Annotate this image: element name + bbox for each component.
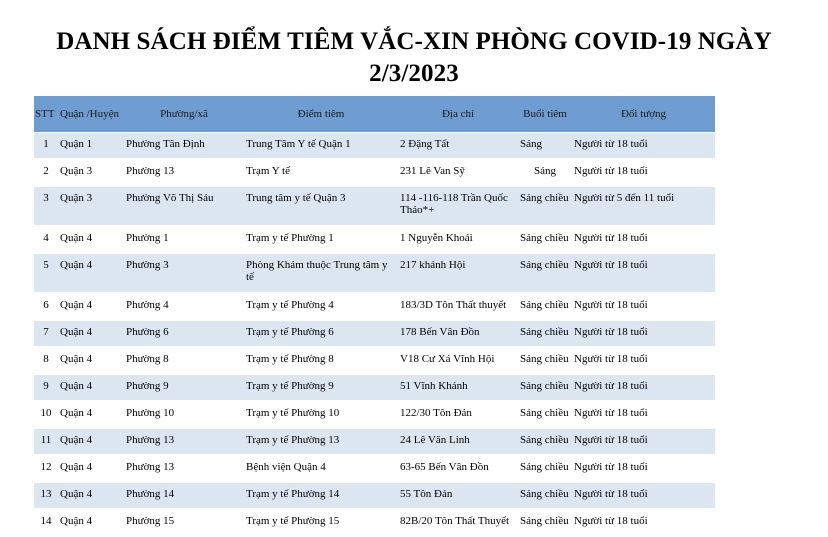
cell-ward: Phường 13: [124, 160, 244, 187]
cell-session: Sáng chiều: [518, 402, 572, 429]
cell-session: Sáng: [518, 133, 572, 160]
table-row: [34, 456, 715, 483]
cell-target: Người từ 18 tuổi: [572, 483, 715, 510]
column-header-ward: Phường/xã: [124, 96, 244, 133]
cell-address: 183/3D Tôn Thất thuyết: [398, 294, 518, 321]
cell-site: Trạm y tế Phường 10: [244, 402, 398, 429]
table-row: [34, 160, 715, 187]
cell-district: Quận 3: [58, 160, 124, 187]
cell-district: Quận 4: [58, 510, 124, 537]
cell-ward: Phường Tân Định: [124, 133, 244, 160]
cell-district: Quận 4: [58, 348, 124, 375]
cell-target: Người từ 18 tuổi: [572, 227, 715, 254]
cell-ward: Phường 3: [124, 254, 244, 294]
page-title: [0, 26, 828, 90]
cell-session: Sáng chiều: [518, 254, 572, 294]
cell-ward: Phường 14: [124, 483, 244, 510]
cell-target: Người từ 18 tuổi: [572, 348, 715, 375]
cell-ward: Phường 4: [124, 294, 244, 321]
cell-target: Người từ 5 đến 11 tuổi: [572, 187, 715, 227]
cell-address: 2 Đặng Tất: [398, 133, 518, 160]
cell-ward: Phường Võ Thị Sáu: [124, 187, 244, 227]
cell-session: Sáng chiều: [518, 483, 572, 510]
cell-site: Trạm y tế Phường 4: [244, 294, 398, 321]
cell-address: 178 Bến Vân Đồn: [398, 321, 518, 348]
cell-district: Quận 4: [58, 456, 124, 483]
cell-stt: 7: [34, 321, 58, 348]
cell-target: Người từ 18 tuổi: [572, 321, 715, 348]
cell-session: Sáng chiều: [518, 429, 572, 456]
title-line-1: DANH SÁCH ĐIỂM TIÊM VẮC-XIN PHÒNG COVID-19 NGÀY: [56, 28, 772, 55]
cell-ward: Phường 8: [124, 348, 244, 375]
cell-ward: Phường 9: [124, 375, 244, 402]
table-row: [34, 375, 715, 402]
cell-target: Người từ 18 tuổi: [572, 402, 715, 429]
cell-stt: 4: [34, 227, 58, 254]
cell-session: Sáng chiều: [518, 375, 572, 402]
cell-address: 24 Lê Văn Linh: [398, 429, 518, 456]
cell-target: Người từ 18 tuổi: [572, 133, 715, 160]
cell-site: Bệnh viện Quận 4: [244, 456, 398, 483]
cell-ward: Phường 10: [124, 402, 244, 429]
table-row: [34, 294, 715, 321]
column-header-address: Địa chỉ: [398, 96, 518, 133]
cell-session: Sáng chiều: [518, 456, 572, 483]
cell-site: Trạm y tế Phường 9: [244, 375, 398, 402]
table-row: [34, 348, 715, 375]
cell-district: Quận 4: [58, 402, 124, 429]
cell-stt: 8: [34, 348, 58, 375]
cell-target: Người từ 18 tuổi: [572, 510, 715, 537]
cell-stt: 6: [34, 294, 58, 321]
table-row: [34, 227, 715, 254]
cell-target: Người từ 18 tuổi: [572, 429, 715, 456]
cell-site: Trạm y tế Phường 8: [244, 348, 398, 375]
cell-ward: Phường 6: [124, 321, 244, 348]
cell-session: Sáng chiều: [518, 348, 572, 375]
cell-ward: Phường 13: [124, 456, 244, 483]
cell-address: 82B/20 Tôn Thất Thuyết: [398, 510, 518, 537]
cell-site: Trạm y tế Phường 15: [244, 510, 398, 537]
cell-site: Phòng Khám thuộc Trung tâm y tế: [244, 254, 398, 294]
cell-ward: Phường 1: [124, 227, 244, 254]
cell-session: Sáng chiều: [518, 227, 572, 254]
column-header-target: Đối tượng: [572, 96, 715, 133]
cell-stt: 9: [34, 375, 58, 402]
cell-target: Người từ 18 tuổi: [572, 375, 715, 402]
cell-address: 55 Tôn Đản: [398, 483, 518, 510]
table-row: [34, 402, 715, 429]
cell-district: Quận 4: [58, 375, 124, 402]
cell-target: Người từ 18 tuổi: [572, 160, 715, 187]
cell-address: 63-65 Bến Vân Đồn: [398, 456, 518, 483]
table-row: [34, 254, 715, 294]
cell-district: Quận 4: [58, 227, 124, 254]
cell-district: Quận 4: [58, 483, 124, 510]
cell-stt: 13: [34, 483, 58, 510]
cell-stt: 10: [34, 402, 58, 429]
cell-ward: Phường 13: [124, 429, 244, 456]
cell-district: Quận 3: [58, 187, 124, 227]
cell-stt: 3: [34, 187, 58, 227]
table-row: [34, 483, 715, 510]
table-row: [34, 187, 715, 227]
table-row: [34, 321, 715, 348]
column-header-site: Điểm tiêm: [244, 96, 398, 133]
table-row: [34, 510, 715, 537]
cell-stt: 1: [34, 133, 58, 160]
cell-site: Trạm y tế Phường 14: [244, 483, 398, 510]
cell-stt: 2: [34, 160, 58, 187]
cell-district: Quận 4: [58, 294, 124, 321]
cell-address: 114 -116-118 Trần Quốc Thảo*+: [398, 187, 518, 227]
column-header-stt: STT: [34, 96, 58, 133]
cell-site: Trạm y tế Phường 6: [244, 321, 398, 348]
cell-stt: 5: [34, 254, 58, 294]
cell-site: Trạm y tế Phường 13: [244, 429, 398, 456]
cell-session: Sáng chiều: [518, 294, 572, 321]
cell-stt: 11: [34, 429, 58, 456]
cell-session: Sáng chiều: [518, 187, 572, 227]
cell-address: 51 Vĩnh Khánh: [398, 375, 518, 402]
vaccination-sites-table: [34, 96, 715, 537]
cell-target: Người từ 18 tuổi: [572, 294, 715, 321]
cell-address: V18 Cư Xá Vĩnh Hội: [398, 348, 518, 375]
cell-district: Quận 4: [58, 254, 124, 294]
cell-site: Trung tâm y tế Quận 3: [244, 187, 398, 227]
column-header-session: Buổi tiêm: [518, 96, 572, 133]
cell-address: 231 Lê Van Sỹ: [398, 160, 518, 187]
cell-stt: 14: [34, 510, 58, 537]
table-row: [34, 133, 715, 160]
cell-site: Trạm Y tế: [244, 160, 398, 187]
cell-site: Trạm y tế Phường 1: [244, 227, 398, 254]
table-row: [34, 429, 715, 456]
cell-address: 1 Nguyễn Khoái: [398, 227, 518, 254]
cell-target: Người từ 18 tuổi: [572, 456, 715, 483]
cell-session: Sáng chiều: [518, 321, 572, 348]
cell-session: Sáng: [518, 160, 572, 187]
cell-address: 217 khánh Hội: [398, 254, 518, 294]
cell-address: 122/30 Tôn Đản: [398, 402, 518, 429]
title-line-2: 2/3/2023: [369, 60, 459, 87]
cell-site: Trung Tâm Y tế Quận 1: [244, 133, 398, 160]
cell-stt: 12: [34, 456, 58, 483]
cell-district: Quận 1: [58, 133, 124, 160]
table-header-row: [34, 96, 715, 133]
cell-district: Quận 4: [58, 321, 124, 348]
cell-target: Người từ 18 tuổi: [572, 254, 715, 294]
cell-ward: Phường 15: [124, 510, 244, 537]
cell-session: Sáng chiều: [518, 510, 572, 537]
cell-district: Quận 4: [58, 429, 124, 456]
column-header-district: Quận /Huyện: [58, 96, 124, 133]
